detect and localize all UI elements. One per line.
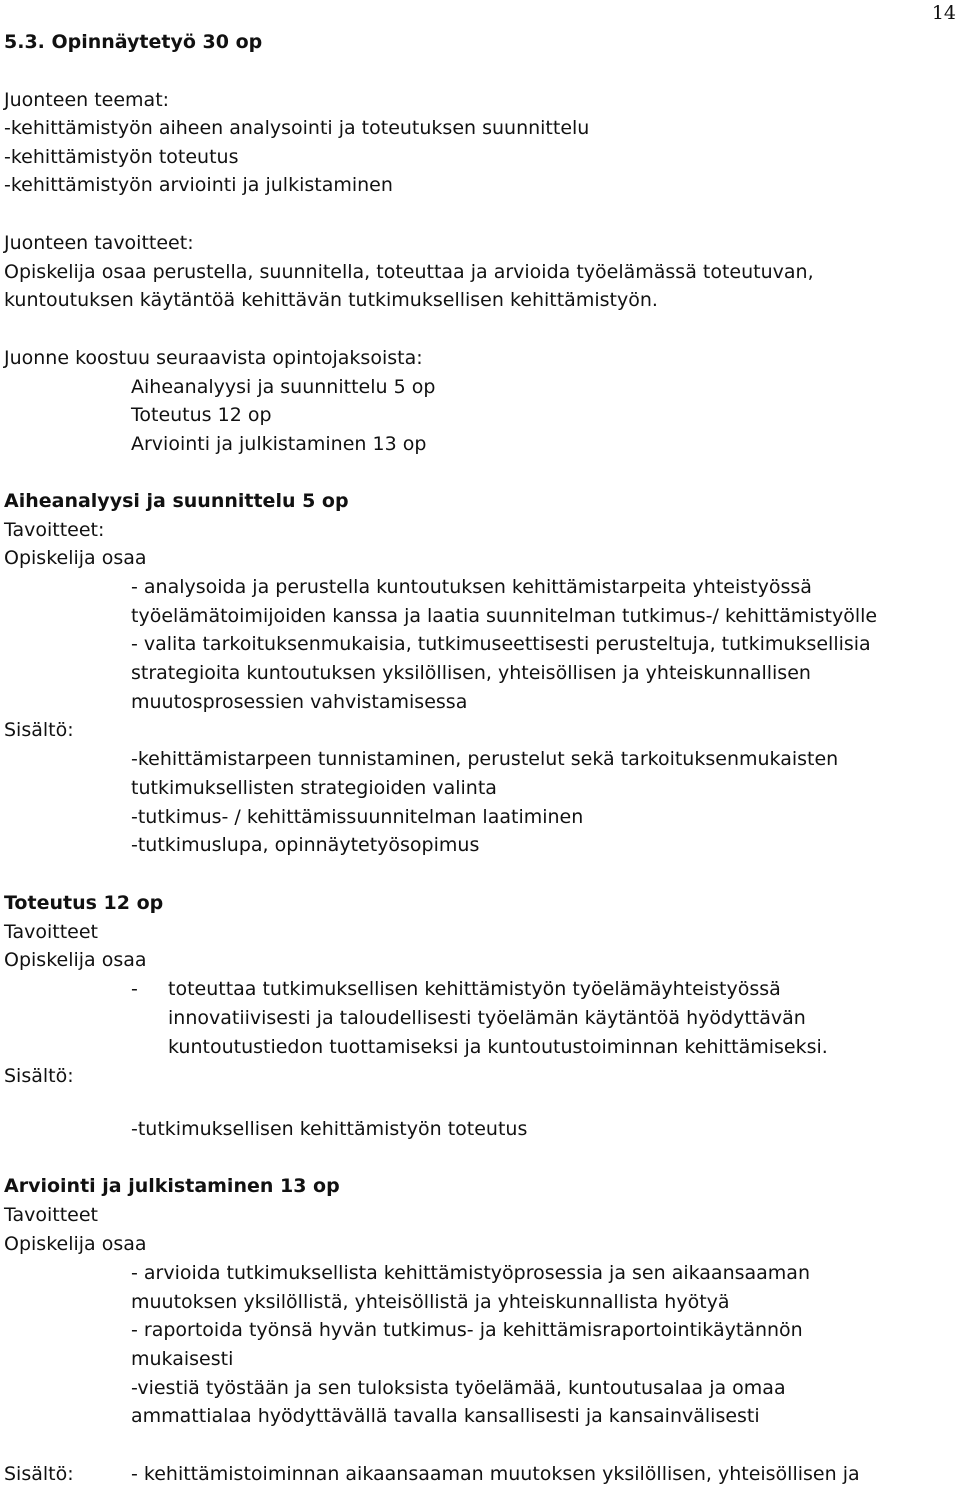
goal-line: -viestiä työstään ja sen tuloksista työelämää, kuntoutusalaa ja omaa	[131, 1377, 786, 1399]
goal-line: - analysoida ja perustella kuntoutuksen kehittämistarpeita yhteistyössä	[131, 576, 812, 598]
content-line: -tutkimuslupa, opinnäytetyösopimus	[131, 834, 480, 856]
goals-heading: Juonteen tavoitteet:	[4, 232, 194, 254]
goal-line: - valita tarkoituksenmukaisia, tutkimuseettisesti perusteltuja, tutkimuksellisia	[131, 633, 871, 655]
goal-line: muutoksen yksilöllistä, yhteisöllistä ja yhteiskunnallista hyötyä	[131, 1291, 730, 1313]
goal-line: työelämätoimijoiden kanssa ja laatia suunnitelman tutkimus-/ kehittämistyölle	[131, 605, 878, 627]
content-line: tutkimuksellisten strategioiden valinta	[131, 777, 497, 799]
composition-item: Arviointi ja julkistaminen 13 op	[131, 433, 427, 455]
goal-line: - arvioida tutkimuksellista kehittämistyöprosessia ja sen aikaansaaman	[131, 1262, 810, 1284]
goal-line: ammattialaa hyödyttävällä tavalla kansallisesti ja kansainvälisesti	[131, 1405, 760, 1427]
theme-item: -kehittämistyön toteutus	[4, 146, 239, 168]
student-label: Opiskelija osaa	[4, 547, 147, 569]
content-label: Sisältö:	[4, 719, 74, 741]
goal-line: muutosprosessien vahvistamisessa	[131, 691, 468, 713]
goals-label: Tavoitteet	[4, 921, 98, 943]
goal-line: - raportoida työnsä hyvän tutkimus- ja kehittämisraportointikäytännön	[131, 1319, 803, 1341]
module-title: Arviointi ja julkistaminen 13 op	[4, 1175, 340, 1197]
goals-label: Tavoitteet:	[4, 519, 105, 541]
content-label: Sisältö:	[4, 1065, 74, 1087]
content-line: -tutkimuksellisen kehittämistyön toteutus	[131, 1118, 528, 1140]
student-label: Opiskelija osaa	[4, 949, 147, 971]
goal-line: kuntoutustiedon tuottamiseksi ja kuntoutustoiminnan kehittämiseksi.	[168, 1036, 828, 1058]
goals-label: Tavoitteet	[4, 1204, 98, 1226]
goals-line: Opiskelija osaa perustella, suunnitella, toteuttaa ja arvioida työelämässä toteutuvan,	[4, 261, 814, 283]
section-title: 5.3. Opinnäytetyö 30 op	[4, 31, 263, 53]
content-line: - kehittämistoiminnan aikaansaaman muutoksen yksilöllisen, yhteisöllisen ja	[131, 1463, 860, 1485]
goals-line: kuntoutuksen käytäntöä kehittävän tutkimuksellisen kehittämistyön.	[4, 289, 658, 311]
module-title: Aiheanalyysi ja suunnittelu 5 op	[4, 490, 349, 512]
theme-item: -kehittämistyön arviointi ja julkistaminen	[4, 174, 393, 196]
goal-line: mukaisesti	[131, 1348, 234, 1370]
composition-heading: Juonne koostuu seuraavista opintojaksoista:	[4, 347, 423, 369]
composition-item: Aiheanalyysi ja suunnittelu 5 op	[131, 376, 436, 398]
composition-item: Toteutus 12 op	[131, 404, 272, 426]
student-label: Opiskelija osaa	[4, 1233, 147, 1255]
content-line: -kehittämistarpeen tunnistaminen, perustelut sekä tarkoituksenmukaisten	[131, 748, 839, 770]
goal-line: toteuttaa tutkimuksellisen kehittämistyön työelämäyhteistyössä	[168, 978, 781, 1000]
themes-heading: Juonteen teemat:	[4, 89, 170, 111]
goal-line: strategioita kuntoutuksen yksilöllisen, yhteisöllisen ja yhteiskunnallisen	[131, 662, 811, 684]
content-label: Sisältö:	[4, 1463, 74, 1485]
module-title: Toteutus 12 op	[4, 892, 164, 914]
theme-item: -kehittämistyön aiheen analysointi ja toteutuksen suunnittelu	[4, 117, 590, 139]
content-line: -tutkimus- / kehittämissuunnitelman laatiminen	[131, 806, 584, 828]
goal-dash: -	[131, 978, 138, 1000]
page-number: 14	[931, 2, 956, 24]
goal-line: innovatiivisesti ja taloudellisesti työelämän käytäntöä hyödyttävän	[168, 1007, 806, 1029]
